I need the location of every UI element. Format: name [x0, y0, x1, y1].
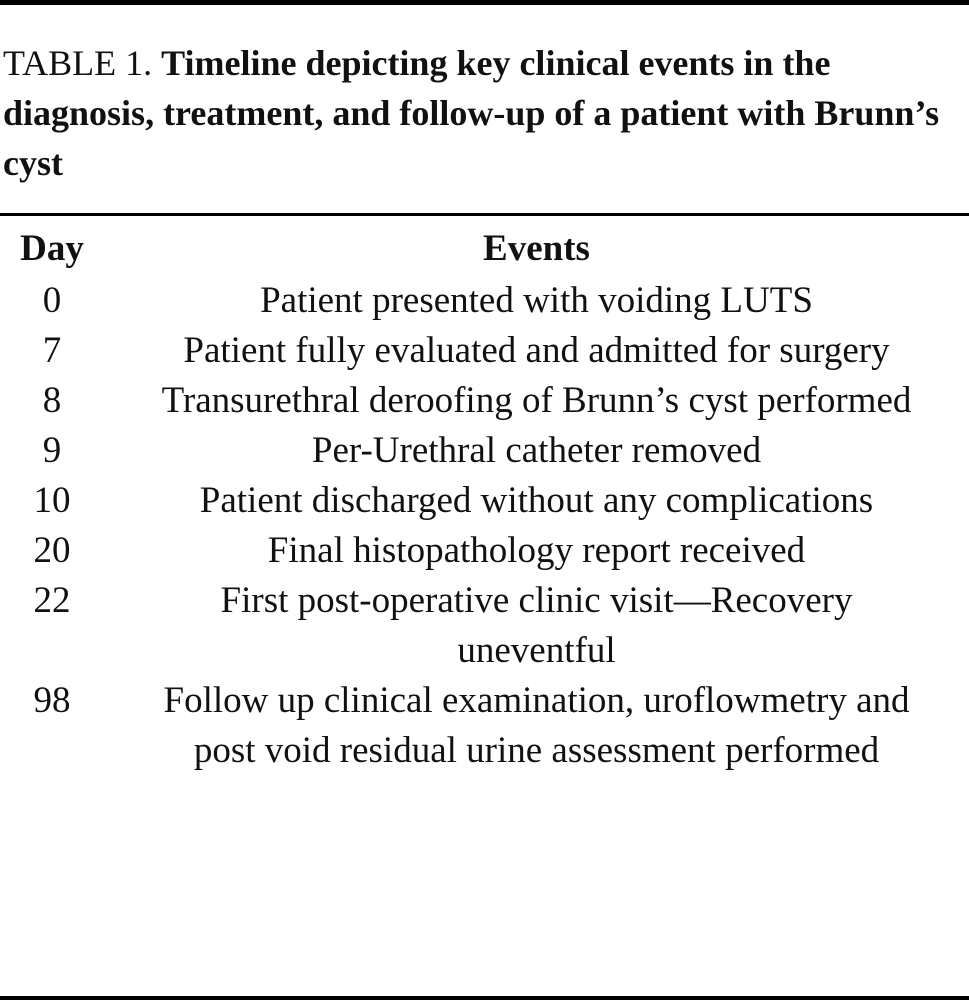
table-row	[0, 476, 969, 526]
header-events: Events	[483, 228, 590, 269]
table-caption	[3, 38, 969, 188]
day-cell: 10	[33, 480, 71, 521]
event-cell	[104, 576, 969, 676]
event-text: Per-Urethral catheter removed	[311, 430, 762, 471]
day-cell: 22	[33, 580, 71, 621]
event-text: Patient fully evaluated and admitted for surgery	[183, 330, 890, 371]
timeline-table	[0, 224, 969, 776]
table-row	[0, 676, 969, 776]
event-cell	[104, 526, 969, 576]
event-cell	[104, 476, 969, 526]
event-cell	[104, 426, 969, 476]
event-text: Final histopathology report received	[267, 530, 806, 571]
event-text: First post-operative clinic visit—Recovery uneventful	[220, 580, 853, 671]
table-row	[0, 276, 969, 326]
table-row	[0, 526, 969, 576]
day-cell: 20	[33, 530, 71, 571]
event-text: Transurethral deroofing of Brunn’s cyst performed	[161, 380, 912, 421]
day-cell: 0	[42, 280, 62, 321]
event-cell	[104, 676, 969, 776]
table-label: TABLE 1.	[3, 43, 153, 83]
day-cell: 98	[33, 680, 71, 721]
top-rule	[0, 0, 969, 5]
header-day: Day	[20, 228, 84, 269]
event-text: Patient presented with voiding LUTS	[260, 280, 813, 321]
table-row	[0, 576, 969, 676]
day-cell: 7	[42, 330, 62, 371]
table-row	[0, 426, 969, 476]
table-title: Timeline depicting key clinical events in the diagnosis, treatment, and follow-up of a patient with Brunn’s cyst	[3, 43, 940, 183]
table-row	[0, 376, 969, 426]
event-cell	[104, 376, 969, 426]
event-cell	[104, 326, 969, 376]
bottom-rule	[0, 996, 969, 1000]
day-cell: 9	[42, 430, 62, 471]
event-text: Patient discharged without any complications	[199, 480, 874, 521]
event-cell	[104, 276, 969, 326]
event-text: Follow up clinical examination, uroflowmetry and post void residual urine assessment performed	[163, 680, 910, 771]
header-rule	[0, 213, 969, 216]
header-row	[0, 224, 969, 276]
day-cell: 8	[42, 380, 62, 421]
table-row	[0, 326, 969, 376]
